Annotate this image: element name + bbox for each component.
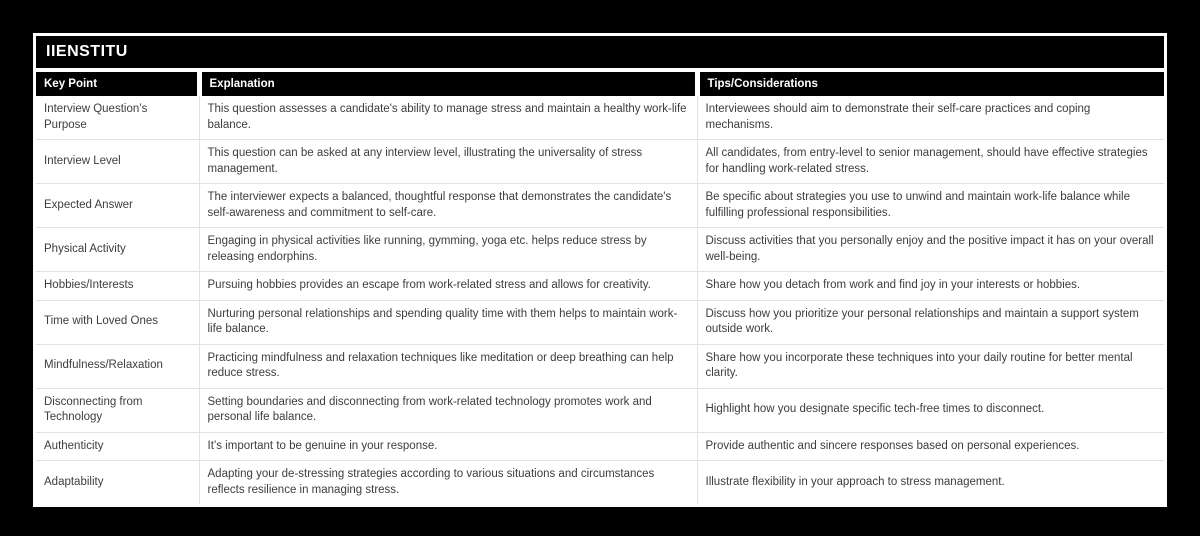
column-header-key-point: Key Point (36, 72, 199, 96)
explanation-cell: This question can be asked at any interview level, illustrating the universality of stress management. (199, 140, 697, 184)
explanation-cell: This question assesses a candidate's ability to manage stress and maintain a healthy work-life balance. (199, 96, 697, 140)
key-point-cell: Time with Loved Ones (36, 300, 199, 344)
explanation-cell: Engaging in physical activities like running, gymming, yoga etc. helps reduce stress by releasing endorphins. (199, 228, 697, 272)
table-row (36, 300, 1164, 344)
key-point-cell: Disconnecting from Technology (36, 388, 199, 432)
key-point-cell: Interview Question’s Purpose (36, 96, 199, 140)
table-row (36, 388, 1164, 432)
column-header-tips-considerations: Tips/Considerations (697, 72, 1164, 96)
table-row (36, 461, 1164, 505)
explanation-cell: Nurturing personal relationships and spending quality time with them helps to maintain work-life balance. (199, 300, 697, 344)
tips-cell: All candidates, from entry-level to senior management, should have effective strategies for handling work-related stress. (697, 140, 1164, 184)
explanation-cell: Pursuing hobbies provides an escape from work-related stress and allows for creativity. (199, 272, 697, 301)
explanation-cell: Adapting your de-stressing strategies according to various situations and circumstances reflects resilience in managing stress. (199, 461, 697, 505)
brand-title: IIENSTITU (46, 43, 128, 60)
tips-cell: Provide authentic and sincere responses based on personal experiences. (697, 432, 1164, 461)
key-point-cell: Authenticity (36, 432, 199, 461)
tips-cell: Discuss activities that you personally enjoy and the positive impact it has on your overall well-being. (697, 228, 1164, 272)
explanation-cell: Practicing mindfulness and relaxation techniques like meditation or deep breathing can help reduce stress. (199, 344, 697, 388)
tips-cell: Share how you detach from work and find joy in your interests or hobbies. (697, 272, 1164, 301)
brand-header (36, 36, 1164, 68)
key-point-cell: Interview Level (36, 140, 199, 184)
table-row (36, 228, 1164, 272)
tips-cell: Interviewees should aim to demonstrate their self-care practices and coping mechanisms. (697, 96, 1164, 140)
tips-cell: Share how you incorporate these techniques into your daily routine for better mental clarity. (697, 344, 1164, 388)
table-header-row (36, 72, 1164, 96)
explanation-cell: Setting boundaries and disconnecting from work-related technology promotes work and personal life balance. (199, 388, 697, 432)
table-row (36, 96, 1164, 140)
explanation-cell: The interviewer expects a balanced, thoughtful response that demonstrates the candidate's self-awareness and commitment to self-care. (199, 184, 697, 228)
explanation-cell: It’s important to be genuine in your response. (199, 432, 697, 461)
table-body (36, 96, 1164, 504)
tips-cell: Highlight how you designate specific tech-free times to disconnect. (697, 388, 1164, 432)
key-point-cell: Physical Activity (36, 228, 199, 272)
key-points-table (36, 72, 1164, 504)
key-point-cell: Expected Answer (36, 184, 199, 228)
tips-cell: Be specific about strategies you use to unwind and maintain work-life balance while fulfilling professional responsibilities. (697, 184, 1164, 228)
table-row (36, 344, 1164, 388)
table-card (33, 33, 1167, 507)
column-header-explanation: Explanation (199, 72, 697, 96)
tips-cell: Illustrate flexibility in your approach to stress management. (697, 461, 1164, 505)
key-point-cell: Hobbies/Interests (36, 272, 199, 301)
tips-cell: Discuss how you prioritize your personal relationships and maintain a support system outside work. (697, 300, 1164, 344)
table-row (36, 272, 1164, 301)
table-row (36, 140, 1164, 184)
table-row (36, 184, 1164, 228)
key-point-cell: Mindfulness/Relaxation (36, 344, 199, 388)
table-row (36, 432, 1164, 461)
key-point-cell: Adaptability (44, 475, 104, 488)
